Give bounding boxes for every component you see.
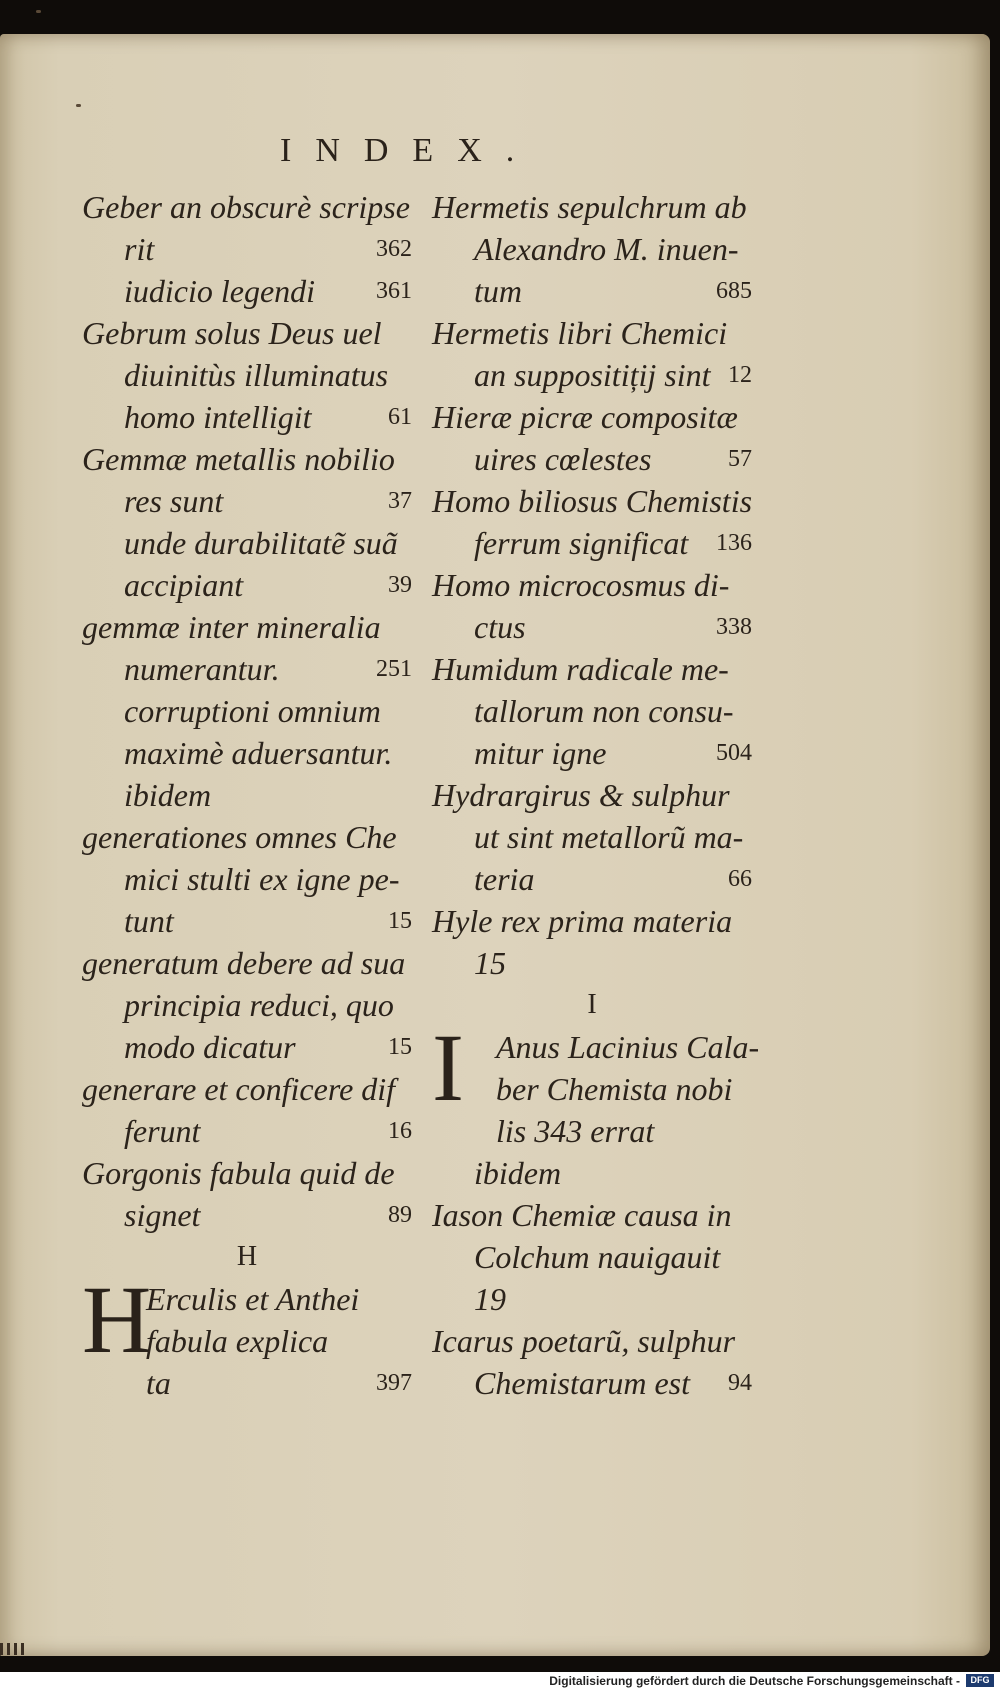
index-entry — [432, 564, 752, 648]
entry-line — [82, 396, 412, 438]
index-entry — [82, 312, 412, 438]
entry-text: modo dicatur — [124, 1029, 296, 1065]
entry-line — [432, 396, 752, 438]
entry-text: Chemistarum est — [474, 1365, 690, 1401]
page-number: 37 — [388, 488, 412, 514]
page-number: 89 — [388, 1202, 412, 1228]
page-number: 397 — [376, 1370, 412, 1396]
entry-line — [432, 564, 752, 606]
page-number: 251 — [376, 656, 412, 682]
entry-line — [432, 1278, 752, 1320]
entry-line — [432, 942, 752, 984]
entry-text: ut sint metallorũ ma- — [474, 819, 744, 855]
entry-text: an suppositițij sint — [474, 357, 711, 393]
entry-text: unde durabilitatẽ suã — [124, 525, 398, 561]
entry-line — [82, 858, 412, 900]
entry-text: numerantur. — [124, 651, 280, 687]
index-entry — [82, 438, 412, 522]
entry-text: uires cœlestes — [474, 441, 652, 477]
entry-text: Erculis et Anthei — [146, 1281, 360, 1317]
page-number: 685 — [716, 278, 752, 304]
index-entry — [82, 1152, 412, 1236]
entry-line — [82, 186, 412, 228]
entry-text: mitur igne — [474, 735, 607, 771]
section-letter: I — [587, 989, 597, 1020]
page-number: 15 — [388, 908, 412, 934]
entry-line — [82, 816, 412, 858]
page-speck — [76, 104, 81, 107]
page-header: INDEX. — [280, 132, 539, 169]
index-entry — [82, 690, 412, 816]
entry-text: Hyle rex prima materia — [432, 903, 733, 939]
page-number: 39 — [388, 572, 412, 598]
entry-line — [82, 774, 412, 816]
entry-line — [82, 480, 412, 522]
entry-line — [432, 1110, 752, 1152]
entry-line — [82, 1026, 412, 1068]
entry-line — [82, 1152, 412, 1194]
entry-line — [432, 648, 752, 690]
index-entry — [82, 522, 412, 606]
entry-line — [82, 690, 412, 732]
entry-text: ber Chemista nobi — [496, 1071, 733, 1107]
index-entry — [432, 480, 752, 564]
index-entry — [82, 270, 412, 312]
page-number: 61 — [388, 404, 412, 430]
index-entry — [82, 186, 412, 270]
entry-line — [82, 312, 412, 354]
footer-text: Digitalisierung gefördert durch die Deutsche Forschungsgemeinschaft - — [549, 1674, 960, 1688]
entry-line — [82, 984, 412, 1026]
entry-line — [432, 816, 752, 858]
entry-text: ibidem — [474, 1155, 562, 1191]
entry-line — [82, 270, 412, 312]
entry-text: ferunt — [124, 1113, 201, 1149]
entry-text: Icarus poetarũ, sulphur — [432, 1323, 736, 1359]
entry-line — [82, 354, 412, 396]
index-entry — [432, 396, 752, 480]
entry-text: maximè aduersantur. — [124, 735, 393, 771]
entry-text: 19 — [474, 1281, 506, 1317]
drop-capital: H — [82, 1266, 152, 1373]
page-number: 16 — [388, 1118, 412, 1144]
entry-text: Colchum nauigauit — [474, 1239, 721, 1275]
entry-text: ta — [146, 1365, 171, 1401]
entry-text: Anus Lacinius Cala- — [496, 1029, 760, 1065]
entry-line — [432, 1362, 752, 1404]
entry-line — [82, 648, 412, 690]
page-number: 362 — [376, 236, 412, 262]
entry-line — [432, 522, 752, 564]
dropcap-entry — [82, 1266, 412, 1404]
entry-line — [432, 690, 752, 732]
entry-text: 15 — [474, 945, 506, 981]
index-entry — [82, 1068, 412, 1152]
entry-text: gemmæ inter mineralia — [82, 609, 381, 645]
entry-line — [432, 312, 752, 354]
index-entry — [82, 606, 412, 690]
entry-line — [432, 270, 752, 312]
entry-text: signet — [124, 1197, 201, 1233]
entry-text: Gorgonis fabula quid de — [82, 1155, 395, 1191]
entry-line — [82, 900, 412, 942]
dropcap-entry — [432, 1014, 760, 1194]
index-entry — [82, 816, 412, 942]
entry-line — [432, 606, 752, 648]
entry-line — [82, 1068, 412, 1110]
entry-line — [432, 1026, 760, 1068]
entry-text: rit — [124, 231, 155, 267]
entry-line — [82, 606, 412, 648]
entry-text: ctus — [474, 609, 526, 645]
entry-line — [432, 774, 752, 816]
page-number: 361 — [376, 278, 412, 304]
entry-line — [82, 1278, 412, 1320]
right-index-column — [432, 186, 760, 1404]
entry-line — [432, 186, 752, 228]
entry-line — [82, 942, 412, 984]
section-letter: H — [236, 1241, 258, 1272]
entry-line — [82, 1110, 412, 1152]
entry-line — [432, 858, 752, 900]
entry-line — [432, 1152, 752, 1194]
entry-text: Geber an obscurè scripse — [82, 189, 410, 225]
entry-text: Hermetis sepulchrum ab — [432, 189, 747, 225]
entry-text: tallorum non consu- — [474, 693, 734, 729]
entry-text: iudicio legendi — [124, 273, 316, 309]
entry-text: ferrum significat — [474, 525, 689, 561]
entry-text: mici stulti ex igne pe- — [124, 861, 400, 897]
entry-text: Homo biliosus Chemistis — [432, 483, 753, 519]
entry-text: Hydrargirus & sulphur — [432, 777, 730, 813]
entry-text: generare et conficere dif — [82, 1071, 396, 1107]
entry-line — [432, 480, 752, 522]
entry-line — [82, 522, 412, 564]
entry-text: lis 343 errat — [496, 1113, 655, 1149]
entry-line — [432, 438, 752, 480]
entry-text: teria — [474, 861, 535, 897]
index-entry — [432, 648, 752, 774]
entry-text: fabula explica — [146, 1323, 329, 1359]
entry-line — [82, 228, 412, 270]
index-entry — [432, 900, 752, 984]
entry-text: Humidum radicale me- — [432, 651, 729, 687]
page-speck — [36, 10, 41, 13]
entry-text: tunt — [124, 903, 174, 939]
entry-line — [432, 1068, 752, 1110]
entry-line — [432, 1236, 752, 1278]
page-number: 57 — [728, 446, 752, 472]
entry-text: accipiant — [124, 567, 244, 603]
index-entry — [432, 186, 752, 312]
entry-line — [82, 1194, 412, 1236]
page-number: 136 — [716, 530, 752, 556]
entry-text: homo intelligit — [124, 399, 312, 435]
page-number: 15 — [388, 1034, 412, 1060]
entry-line — [82, 564, 412, 606]
index-entry — [432, 312, 752, 396]
entry-line — [432, 354, 752, 396]
digitization-footer — [0, 1672, 1000, 1690]
gutter-marks — [0, 1640, 160, 1656]
entry-text: Homo microcosmus di- — [432, 567, 730, 603]
left-index-column — [82, 186, 412, 1404]
page-number: 504 — [716, 740, 752, 766]
entry-text: tum — [474, 273, 522, 309]
entry-text: Iason Chemiæ causa in — [432, 1197, 732, 1233]
drop-capital: I — [432, 1014, 464, 1121]
index-entry — [432, 1194, 752, 1320]
entry-text: Hieræ picræ compositæ — [432, 399, 738, 435]
index-entry — [82, 942, 412, 1068]
entry-line — [82, 1362, 412, 1404]
page-number: 12 — [728, 362, 752, 388]
entry-text: Alexandro M. inuen- — [474, 231, 739, 267]
entry-line — [432, 900, 752, 942]
entry-line — [82, 732, 412, 774]
entry-line — [82, 1320, 412, 1362]
entry-text: corruptioni omnium — [124, 693, 381, 729]
entry-text: generationes omnes Che — [82, 819, 397, 855]
entry-text: Gemmæ metallis nobilio — [82, 441, 395, 477]
entry-text: diuinitùs illuminatus — [124, 357, 389, 393]
entry-text: Hermetis libri Chemici — [432, 315, 728, 351]
page-number: 66 — [728, 866, 752, 892]
entry-text: generatum debere ad sua — [82, 945, 406, 981]
entry-line — [82, 438, 412, 480]
index-entry — [432, 1320, 752, 1404]
entry-line — [432, 732, 752, 774]
index-entry — [432, 774, 752, 900]
dfg-logo: DFG — [966, 1674, 994, 1687]
entry-line — [432, 1320, 752, 1362]
page-number: 94 — [728, 1370, 752, 1396]
entry-text: res sunt — [124, 483, 224, 519]
page-number: 338 — [716, 614, 752, 640]
entry-line — [432, 228, 752, 270]
entry-text: principia reduci, quo — [124, 987, 394, 1023]
entry-line — [432, 1194, 752, 1236]
entry-text: Gebrum solus Deus uel — [82, 315, 382, 351]
entry-text: ibidem — [124, 777, 212, 813]
